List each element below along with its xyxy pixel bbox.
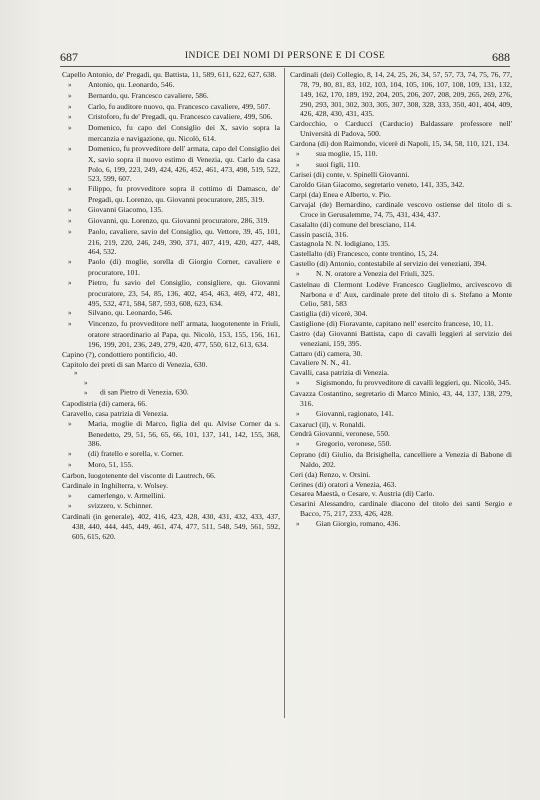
index-entry-text: Carvajal (de) Bernardino, cardinale vescovo ostiense del titolo di s. Croce in Gerusalemme, 74, 75, 431, 434, 437. <box>290 199 512 219</box>
index-entry-text: Cattaro (di) camera, 30. <box>290 348 363 358</box>
index-entry <box>290 470 512 480</box>
index-entry-text: Carisei (di) conte, v. Spinelli Giovanni. <box>290 170 410 180</box>
ditto-mark: » <box>68 102 72 111</box>
ditto-mark: » <box>296 149 300 158</box>
index-entry-text: Capodistria (di) camera, 66. <box>62 399 147 408</box>
index-entry <box>290 309 512 319</box>
ditto-mark: » » » <box>74 369 94 398</box>
index-entry <box>290 70 512 119</box>
ditto-mark: » <box>68 80 72 89</box>
index-entry-text: Caroldo Gian Giacomo, segretario veneto, 141, 335, 342. <box>290 180 465 190</box>
index-entry-text: Domenico, fu capo del Consiglio dei X, savio sopra la mercanzia e navigazione, qu. Nicolò, 614. <box>88 123 280 144</box>
index-entry-text: Gian Giorgio, romano, 436. <box>316 518 401 528</box>
index-entry <box>290 349 512 359</box>
index-entry <box>290 200 512 220</box>
index-entry-text: Castellalto (di) Francesco, conte trentino, 15, 24. <box>290 249 439 259</box>
index-entry-text: Ceri (da) Renzo, v. Orsini. <box>290 469 371 479</box>
index-entry <box>290 180 512 190</box>
index-entry-text: Cardocchio, o Carduccì (Carducio) Baldassare professore nell' Università di Padova, 500. <box>290 119 512 139</box>
index-entry-text: Cardinale in Inghilterra, v. Wolsey. <box>62 480 169 490</box>
index-entry-text: Moro, 51, 155. <box>88 460 134 470</box>
index-entry-text: (di) fratello e sorella, v. Corner. <box>88 449 184 459</box>
index-entry <box>62 460 280 471</box>
index-entry <box>62 481 280 491</box>
index-entry <box>290 489 512 499</box>
index-entry <box>62 102 280 113</box>
index-entry <box>290 358 512 368</box>
index-entry-text: sua moglie, 15, 110. <box>316 148 378 158</box>
index-entry-text: Caxarucl (il), v. Ronaldi. <box>290 419 366 429</box>
index-entry <box>290 160 512 171</box>
index-entry <box>62 419 280 450</box>
index-entry-text: Cavazza Costantino, segretario di Marco Minio, 43, 44, 137, 138, 279, 316. <box>290 389 512 408</box>
index-entry <box>290 149 512 160</box>
index-entry-text: Gregorio, veronese, 550. <box>316 439 392 449</box>
ditto-mark: » <box>68 205 72 214</box>
ditto-mark: » <box>296 379 300 388</box>
index-entry <box>62 471 280 481</box>
index-entry-text: Cavaliere N. N., 41. <box>290 358 351 368</box>
index-entry-text: Castello (di) Antonio, contestabile al servizio dei veneziani, 394. <box>290 259 487 269</box>
index-entry-text: Castelnau di Clermont Lodève Francesco Guglielmo, arcivescovo di Narbona e d' Aux, cardinale prete del titolo di s. Stefano a Monte Celio, 581, 583 <box>290 279 512 309</box>
index-entry <box>62 80 280 91</box>
index-entry <box>62 205 280 216</box>
index-entry <box>290 280 512 310</box>
ditto-mark: » <box>68 113 72 122</box>
index-entry-text: Capitolo dei preti di san Marco di Venezia, 630. <box>62 359 208 369</box>
index-entry <box>290 119 512 139</box>
index-entry <box>290 368 512 378</box>
index-entry <box>290 389 512 409</box>
index-entry <box>62 112 280 123</box>
index-entry <box>62 216 280 227</box>
index-entry <box>62 123 280 144</box>
index-entry-text: Domenico, fu provveditore dell' armata, capo del Consiglio dei X, savio sopra il nuovo estimo di Venezia, qu. Carlo da casa Polo, 6, 199, 223, 249, 424, 426, 452, 461, 473, 498, 519, 522, 523, 599, 607. <box>88 143 280 184</box>
index-entry <box>62 278 280 309</box>
index-entry-text: Antonio, qu. Leonardo, 546. <box>88 79 175 89</box>
header-rule <box>60 66 510 67</box>
index-entry-text: Ceprano (di) Giulio, da Brisighella, cancelliere a Venezia di Babone di Naldo, 202. <box>290 450 512 469</box>
ditto-mark: » <box>68 91 72 100</box>
index-entry <box>290 230 512 240</box>
index-entry-text: Castiglione (di) Fioravante, capitano nell' esercito francese, 10, 11. <box>290 319 494 329</box>
index-entry <box>62 184 280 205</box>
index-entry <box>290 429 512 439</box>
index-entry-text: Cesarea Maestà, o Cesare, v. Austria (di) Carlo. <box>290 489 435 499</box>
ditto-mark: » <box>296 440 300 449</box>
index-entry <box>62 512 280 542</box>
ditto-mark: » <box>296 519 300 528</box>
ditto-mark: » <box>68 185 72 194</box>
index-entry <box>290 190 512 200</box>
index-entry-text: Castro (da) Giovanni Battista, capo di cavalli leggieri al servizio dei veneziani, 159, 395. <box>290 328 512 348</box>
index-entry-text: Cesarini Alessandro, cardinale diacono del titolo dei santi Sergio e Bacco, 75, 217, 233, 426, 428. <box>290 499 512 519</box>
index-entry <box>62 257 280 278</box>
index-entry-text: Maria, moglie di Marco, figlia del qu. Alvise Corner da s. Benedetto, 29, 51, 56, 65, 66, 101, 137, 141, 142, 155, 368, 386. <box>88 418 280 449</box>
ditto-mark: » <box>296 409 300 418</box>
index-entry-text: Giovanni Giacomo, 135. <box>88 204 164 214</box>
index-entry-text: Cristoforo, fu de' Pregadi, qu. Francesco cavaliere, 499, 506. <box>88 112 273 122</box>
index-entry-text: Cavalli, casa patrizia di Venezia. <box>290 368 389 378</box>
index-entry-text: Carbon, luogotenente del visconte di Lautrech, 66. <box>62 470 216 480</box>
index-entry-text: Capello Antonio, de' Pregadi, qu. Battista, 11, 589, 611, 622, 627, 638. <box>62 70 277 79</box>
index-entry <box>290 139 512 149</box>
ditto-mark: » <box>68 216 72 225</box>
index-entry <box>290 378 512 389</box>
index-entry <box>62 144 280 184</box>
ditto-mark: » <box>68 502 72 511</box>
index-column-left <box>62 70 280 542</box>
index-entry <box>62 369 280 399</box>
index-entry <box>62 360 280 370</box>
index-entry-text: Filippo, fu provveditore sopra il cottimo di Damasco, de' Pregadi, qu. Lorenzo, qu. Giovanni procuratore, 285, 319. <box>88 184 280 205</box>
index-entry-text: Carlo, fu auditore nuovo, qu. Francesco cavaliere, 499, 507. <box>88 101 271 111</box>
index-entry <box>290 480 512 490</box>
index-entry <box>290 259 512 269</box>
index-entry-text: suoi figli, 110. <box>316 159 361 169</box>
index-entry <box>62 319 280 350</box>
index-entry <box>290 220 512 230</box>
index-entry <box>290 319 512 329</box>
index-entry-text: Cardinali (dei) Collegio, 8, 14, 24, 25, 26, 34, 57, 57, 73, 74, 75, 76, 77, 78, 79, 80, 81, 83, 102, 103, 104, 105, 106, 107, 108, 109, 131, 132, 149, 162, 170, 189, 192, 204, 205, 206, 207, 208, 209, 265, 269, 276, 290, 293, 301, 302, 303, 305, 307, 308, 328, 333, 350, 401, 404, 409, 426, 428, 430, 431, 435. <box>290 70 512 119</box>
index-entry-text: Cassin pascià, 316. <box>290 229 349 239</box>
index-entry-text: Castiglia (di) vicerè, 304. <box>290 309 368 319</box>
index-entry <box>62 350 280 360</box>
index-entry <box>290 409 512 420</box>
index-entry <box>62 501 280 512</box>
page-number-left: 687 <box>60 50 78 64</box>
index-entry <box>290 170 512 180</box>
index-entry-text: Paolo, cavaliere, savio del Consiglio, qu. Vettore, 39, 45, 101, 216, 219, 220, 246, 249, 390, 371, 407, 419, 420, 427, 448, 464, 532. <box>88 226 280 257</box>
index-entry <box>290 519 512 530</box>
page-number-right: 688 <box>492 50 510 64</box>
index-entry-text: Carpi (da) Enea e Alberto, v. Pio. <box>290 190 391 200</box>
index-entry <box>290 249 512 259</box>
index-entry-text: di san Pietro di Venezia, 630. <box>100 388 189 398</box>
index-entry <box>62 70 280 80</box>
index-entry-text: Paolo (di) moglie, sorella di Giorgio Corner, cavaliere e procuratore, 101. <box>88 257 280 278</box>
index-entry-text: Cardinali (in generale), 402, 416, 423, 428, 430, 431, 432, 433, 437, 438, 440, 444, 445, 449, 461, 474, 477, 511, 548, 549, 561, 592, 605, 615, 620. <box>62 512 280 541</box>
index-entry-text: Sigismondo, fu provveditore di cavalli leggieri, qu. Nicolò, 345. <box>316 378 512 388</box>
index-entry <box>62 409 280 419</box>
index-entry-text: Giovanni, qu. Lorenzo, qu. Giovanni procuratore, 286, 319. <box>88 215 270 225</box>
ditto-mark: » <box>68 461 72 470</box>
index-entry-text: svizzero, v. Schinner. <box>88 501 153 511</box>
index-entry <box>290 450 512 470</box>
column-divider <box>284 68 285 718</box>
index-entry <box>62 91 280 102</box>
index-entry <box>290 269 512 280</box>
index-entry-text: Caravello, casa patrizia di Venezia. <box>62 408 169 418</box>
index-entry <box>62 491 280 502</box>
index-entry-text: Casalalto (di) comune del bresciano, 114. <box>290 219 417 229</box>
running-title: INDICE DEI NOMI DI PERSONE E DI COSE <box>184 51 386 61</box>
ditto-mark: » <box>296 269 300 278</box>
index-entry-text: Cendrà Giovanni, veronese, 550. <box>290 429 390 439</box>
index-entry <box>290 439 512 450</box>
index-entry-text: Bernardo, qu. Francesco cavaliere, 586. <box>88 90 209 100</box>
index-entry-text: Pietro, fu savio del Consiglio, consigliere, qu. Giovanni procuratore, 23, 54, 85, 136, 402, 454, 463, 469, 472, 481, 495, 532, 471, 584, 587, 593, 608, 623, 634. <box>88 277 280 308</box>
index-entry <box>62 399 280 409</box>
index-entry-text: Cerines (di) oratori a Venezia, 463. <box>290 479 397 489</box>
index-entry-text: N. N. oratore a Venezia del Friuli, 325. <box>316 268 435 278</box>
index-entry <box>62 227 280 258</box>
index-entry-text: Capino (?), condottiero pontificio, 40. <box>62 349 178 359</box>
page-header <box>60 50 510 64</box>
index-entry <box>290 420 512 430</box>
ditto-mark: » <box>68 258 72 267</box>
index-entry <box>62 449 280 460</box>
index-entry-text: Vincenzo, fu provveditore nell' armata, luogotenente in Friuli, oratore straordinario al Papa, qu. Nicolò, 153, 155, 156, 161, 196, 199, 201, 236, 249, 279, 420, 477, 550, 612, 613, 634. <box>88 319 280 349</box>
ditto-mark: » <box>68 419 72 428</box>
index-column-right <box>290 70 512 530</box>
index-entry <box>62 308 280 319</box>
ditto-mark: » <box>68 124 72 133</box>
ditto-mark: » <box>68 320 72 329</box>
index-entry <box>290 239 512 249</box>
ditto-mark: » <box>68 450 72 459</box>
ditto-mark: » <box>68 144 72 153</box>
ditto-mark: » <box>296 160 300 169</box>
ditto-mark: » <box>68 227 72 236</box>
index-entry <box>290 329 512 349</box>
index-entry-text: Castagnola N. N. lodigiano, 135. <box>290 239 390 249</box>
index-entry <box>290 499 512 519</box>
ditto-mark: » <box>68 309 72 318</box>
index-entry-text: Silvano, qu. Leonardo, 546. <box>88 308 173 318</box>
ditto-mark: » <box>68 278 72 287</box>
index-entry-text: Giovanni, ragionato, 141. <box>316 408 394 418</box>
index-entry-text: camerlengo, v. Armellini. <box>88 490 166 500</box>
ditto-mark: » <box>68 491 72 500</box>
index-entry-text: Cardona (di) don Raimondo, vicerè di Napoli, 15, 34, 58, 110, 121, 134. <box>290 138 510 148</box>
